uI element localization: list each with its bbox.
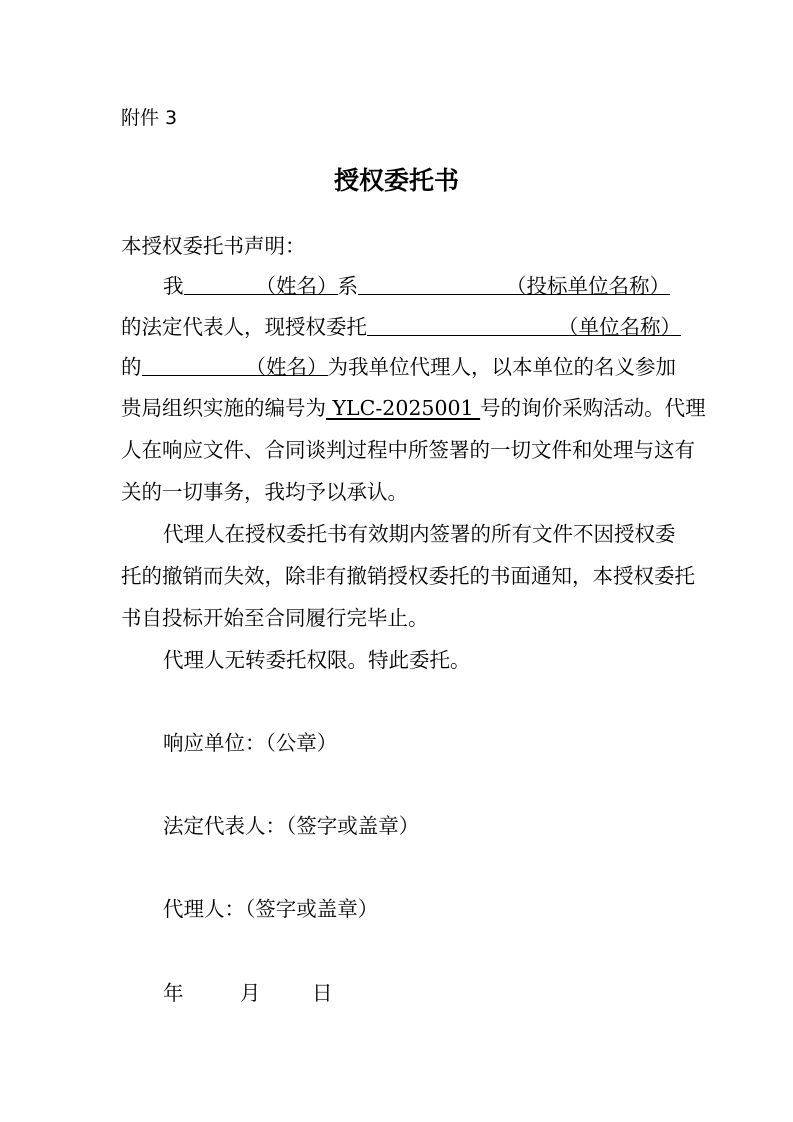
validity-line-3: 书自投标开始至合同履行完毕止。 xyxy=(121,606,429,630)
statement-line-3 xyxy=(121,353,676,381)
date-year-label: 年 xyxy=(163,981,184,1005)
agent-name-hint: （姓名） xyxy=(245,355,328,379)
date-day-label: 日 xyxy=(312,981,333,1005)
line4-suffix: 号的询价采购活动。代理 xyxy=(480,396,706,420)
validity-line-2: 托的撤销而失效，除非有撤销授权委托的书面通知，本授权委托 xyxy=(121,564,695,588)
respondent-seal-line: 响应单位：（公章） xyxy=(163,731,338,755)
entrusted-unit-hint: （单位名称） xyxy=(558,315,681,339)
line1-prefix: 我 xyxy=(163,274,184,298)
validity-line-1: 代理人在授权委托书有效期内签署的所有文件不因授权委 xyxy=(163,522,676,546)
statement-line-6: 关的一切事务，我均予以承认。 xyxy=(121,480,408,504)
bidder-unit-hint: （投标单位名称） xyxy=(506,274,670,298)
document-title: 授权委托书 xyxy=(333,166,459,195)
project-number: YLC-2025001 xyxy=(326,396,481,420)
statement-line-4 xyxy=(121,394,706,422)
statement-line-1 xyxy=(163,272,670,300)
line1-mid: 系 xyxy=(337,274,358,298)
date-month-label: 月 xyxy=(240,981,261,1005)
principal-name-blank xyxy=(184,272,338,298)
principal-name-hint: （姓名） xyxy=(255,274,338,298)
agent-name-blank xyxy=(142,353,328,379)
bidder-unit-blank xyxy=(358,272,670,298)
line2-prefix: 的法定代表人，现授权委托 xyxy=(121,315,367,339)
statement-line-2 xyxy=(121,313,681,341)
agent-signature-line: 代理人：（签字或盖章） xyxy=(163,897,379,921)
line4-prefix: 贵局组织实施的编号为 xyxy=(121,396,326,420)
no-transfer-clause: 代理人无转委托权限。特此委托。 xyxy=(163,648,471,672)
legal-rep-signature-line: 法定代表人：（签字或盖章） xyxy=(163,814,420,838)
line3-suffix: 为我单位代理人，以本单位的名义参加 xyxy=(327,355,676,379)
statement-intro: 本授权委托书声明： xyxy=(121,234,306,258)
statement-line-5: 人在响应文件、合同谈判过程中所签署的一切文件和处理与这有 xyxy=(121,438,695,462)
entrusted-unit-blank xyxy=(367,313,681,339)
line3-prefix: 的 xyxy=(121,355,142,379)
attachment-label: 附件 3 xyxy=(121,107,178,129)
